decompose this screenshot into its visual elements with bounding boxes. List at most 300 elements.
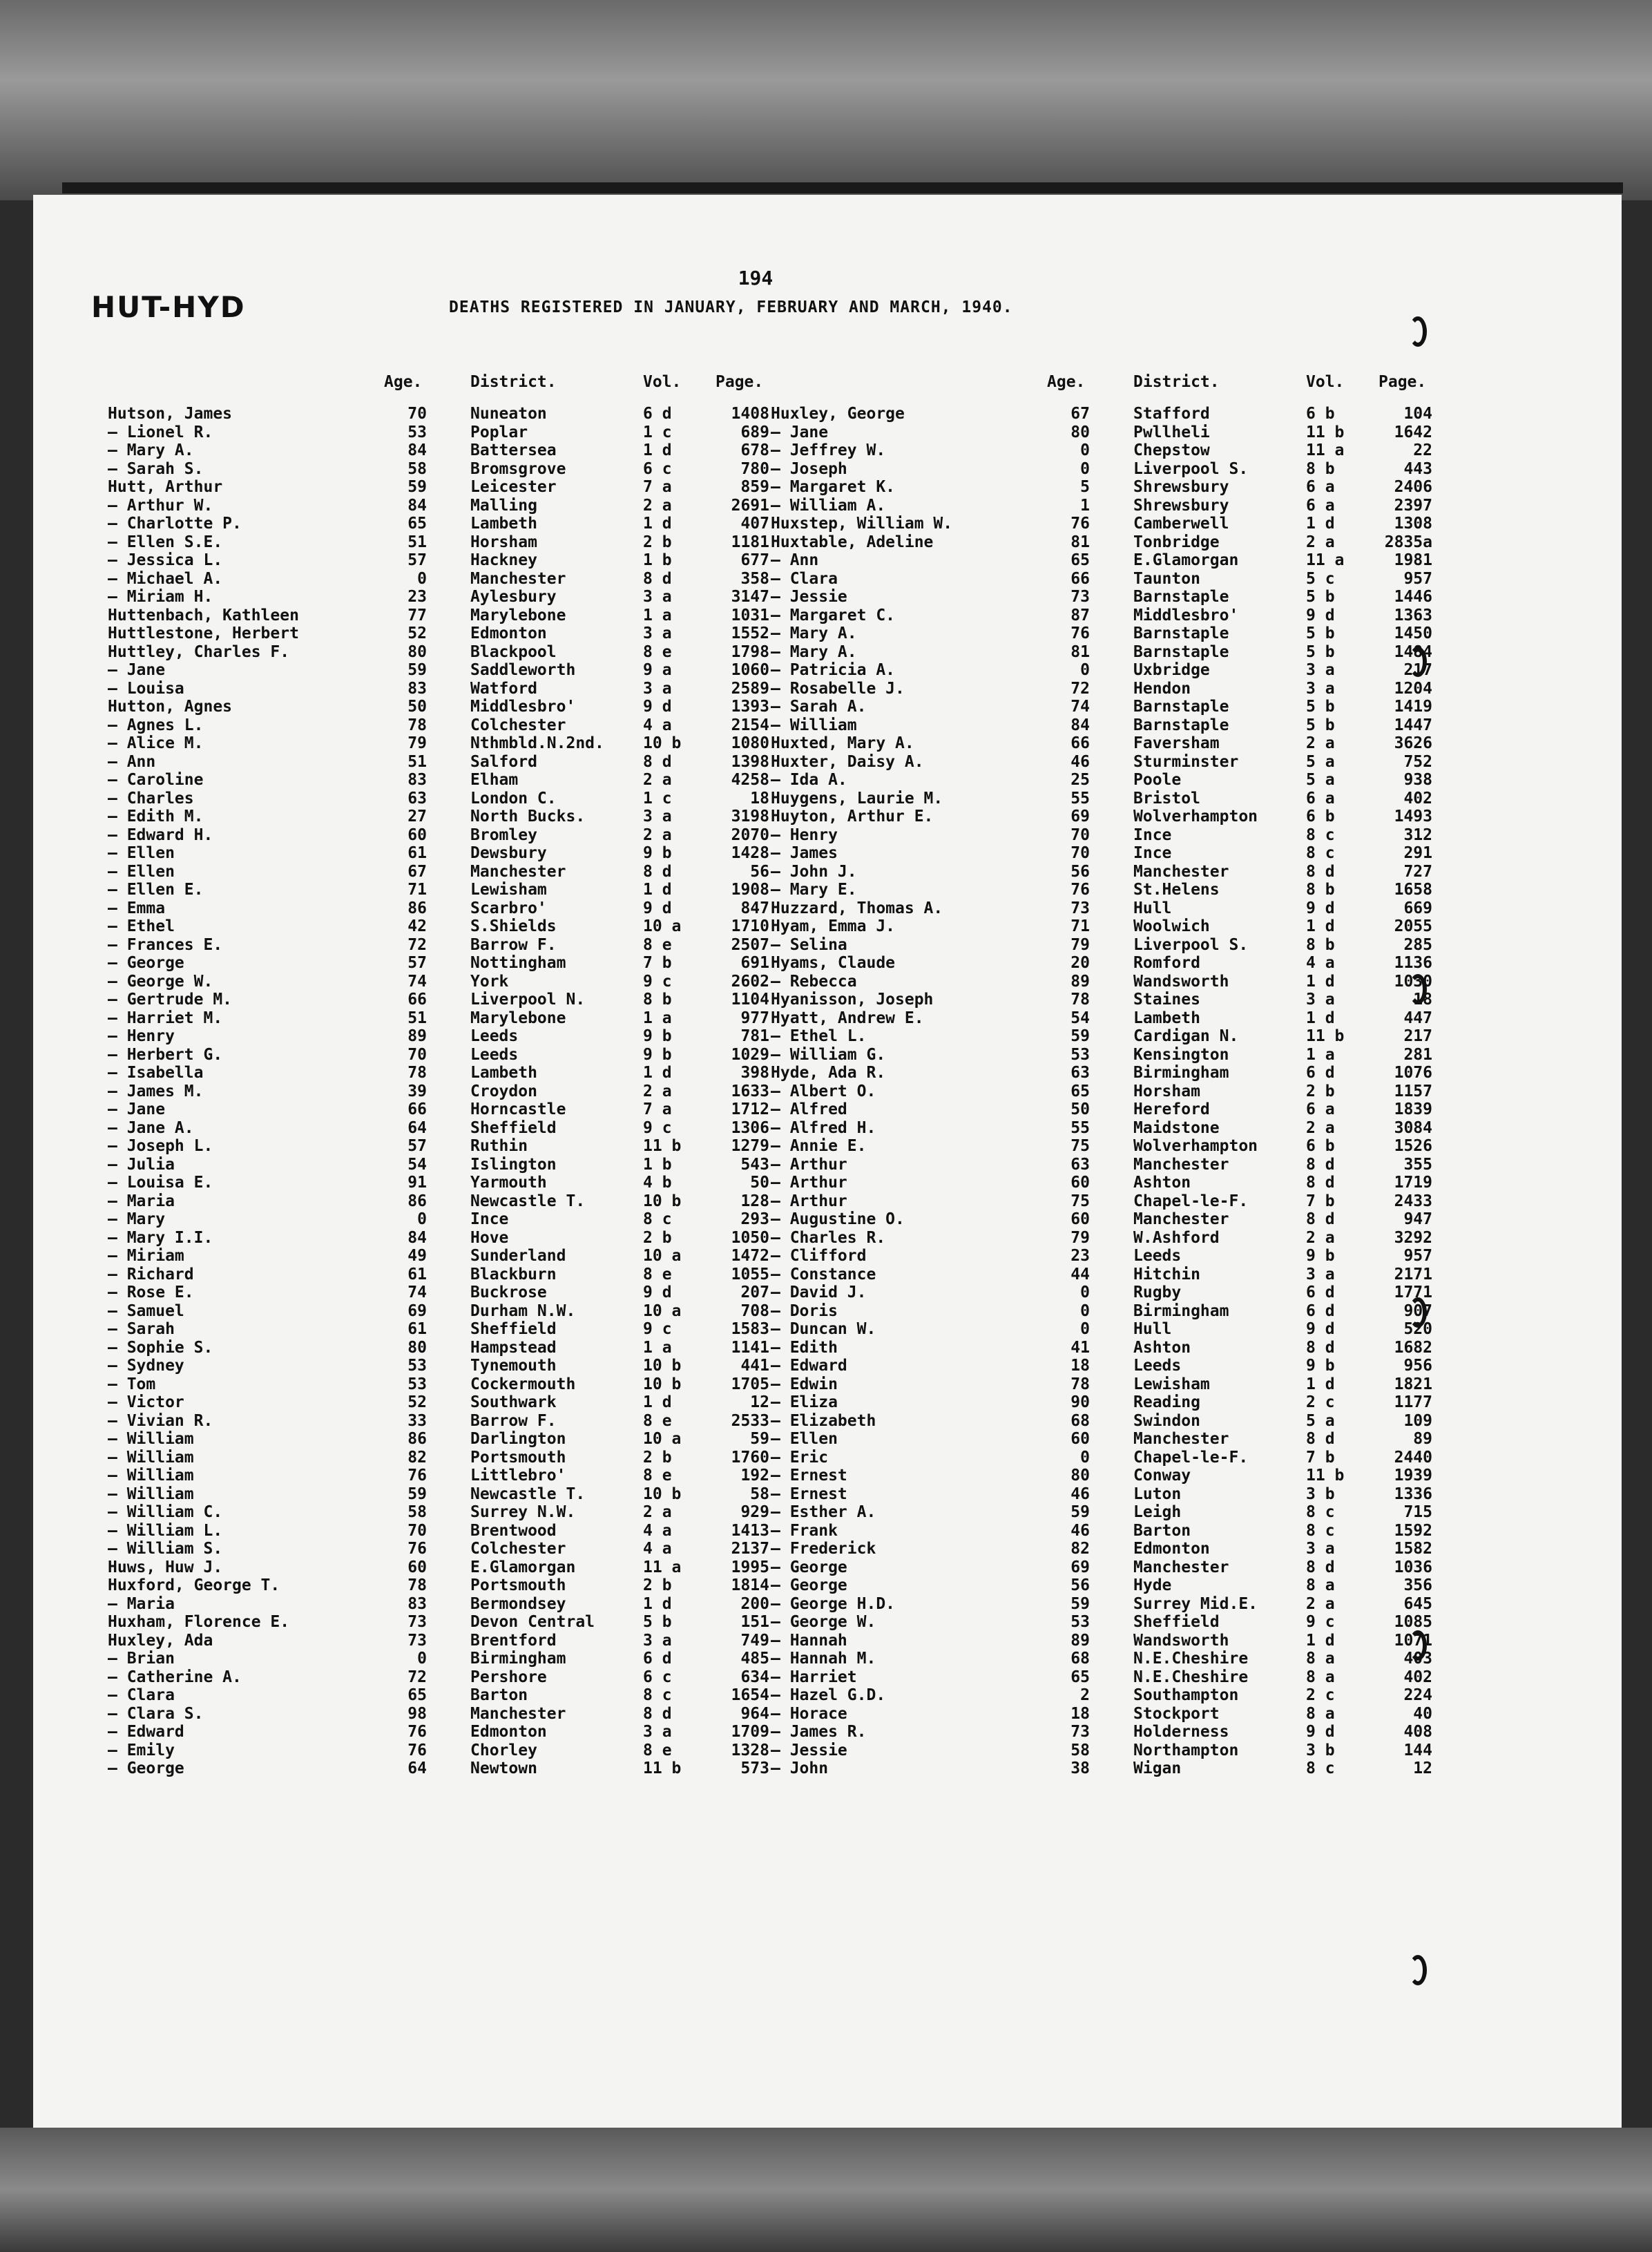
page-number: 194 (738, 267, 774, 289)
table-row (771, 1759, 1503, 1778)
entry-age: 80 (407, 1338, 427, 1357)
table-row (108, 533, 840, 552)
entry-age: 60 (1070, 1210, 1090, 1228)
entry-name: — Alfred H. (771, 1118, 876, 1137)
entry-age: 53 (1070, 1045, 1090, 1064)
entry-page: 715 (1403, 1503, 1432, 1521)
entry-page: 1939 (1394, 1467, 1432, 1485)
entry-district: Horsham (470, 533, 537, 551)
entry-district: Stafford (1133, 405, 1210, 423)
entry-age: 0 (1080, 661, 1090, 679)
entry-page: 443 (1403, 459, 1432, 478)
entry-page: 402 (1403, 1668, 1432, 1686)
entry-district: Marylebone (470, 1009, 566, 1027)
entry-age: 23 (407, 588, 427, 606)
table-row (108, 808, 840, 826)
entry-volume: 1 d (643, 1393, 672, 1411)
table-row (771, 1210, 1503, 1229)
entry-age: 20 (1070, 954, 1090, 972)
entry-name: — William S. (108, 1540, 223, 1558)
entry-volume: 6 d (1306, 1064, 1335, 1082)
entry-district: St.Helens (1133, 881, 1220, 899)
entry-age: 52 (407, 1393, 427, 1411)
entry-district: Ashton (1133, 1174, 1191, 1192)
entry-age: 53 (1070, 1613, 1090, 1631)
entry-district: Chorley (470, 1741, 537, 1759)
entry-name: — Maria (108, 1594, 175, 1613)
entry-volume: 9 c (643, 1118, 672, 1137)
entry-district: Manchester (1133, 862, 1229, 881)
entry-page: 217 (1403, 1027, 1432, 1045)
entry-age: 60 (1070, 1430, 1090, 1448)
entry-page: 1995 (731, 1558, 769, 1576)
entry-volume: 6 a (1306, 1100, 1335, 1118)
entry-volume: 9 d (643, 1284, 672, 1301)
entry-page: 200 (740, 1594, 769, 1613)
entry-page: 1080 (731, 734, 769, 752)
column-headers (771, 373, 1503, 405)
entry-age: 18 (1070, 1704, 1090, 1723)
entry-age: 33 (407, 1411, 427, 1430)
entry-district: S.Shields (470, 917, 557, 935)
entry-name: — Albert O. (771, 1082, 876, 1100)
entry-district: Hove (470, 1228, 509, 1247)
entry-volume: 3 b (1306, 1485, 1335, 1503)
top-rule (62, 182, 1623, 193)
entry-name: — James M. (108, 1082, 204, 1100)
entry-volume: 6 d (643, 405, 672, 423)
entry-age: 0 (1080, 1284, 1090, 1301)
entry-volume: 4 b (643, 1174, 672, 1192)
entry-district: Hull (1133, 899, 1172, 917)
entry-volume: 8 e (643, 935, 672, 954)
table-row (771, 551, 1503, 570)
table-row (771, 753, 1503, 772)
entry-age: 74 (407, 1284, 427, 1301)
table-row (771, 1357, 1503, 1375)
entry-volume: 2 a (643, 771, 672, 789)
table-row (771, 1266, 1503, 1284)
entry-district: Malling (470, 496, 537, 515)
entry-volume: 9 d (1306, 1320, 1335, 1338)
entry-district: Wolverhampton (1133, 808, 1258, 826)
entry-page: 2055 (1394, 917, 1432, 935)
entry-page: 1413 (731, 1521, 769, 1540)
entry-page: 780 (740, 459, 769, 478)
entry-volume: 1 d (1306, 1009, 1335, 1027)
entry-district: Wandsworth (1133, 1631, 1229, 1650)
entry-volume: 1 d (643, 441, 672, 459)
entry-district: Holderness (1133, 1723, 1229, 1741)
entry-page: 485 (740, 1650, 769, 1668)
entry-age: 58 (407, 459, 427, 478)
entry-name: — Ellen S.E. (108, 533, 223, 551)
entry-volume: 1 c (643, 423, 672, 441)
entry-age: 67 (407, 862, 427, 881)
entry-name: — Emily (108, 1741, 175, 1759)
entry-age: 89 (407, 1027, 427, 1045)
entry-volume: 10 a (643, 1430, 682, 1448)
entry-page: 281 (1403, 1045, 1432, 1064)
table-row (108, 1742, 840, 1760)
table-row (771, 570, 1503, 589)
table-row (771, 1467, 1503, 1485)
entry-page: 217 (1403, 661, 1432, 679)
table-row (771, 460, 1503, 479)
entry-name: — Eric (771, 1448, 829, 1467)
entry-district: Edmonton (470, 624, 547, 642)
entry-volume: 2 a (643, 1082, 672, 1100)
entry-district: Manchester (1133, 1210, 1229, 1228)
entry-district: Barnstaple (1133, 698, 1229, 716)
entry-volume: 2 a (1306, 1118, 1335, 1137)
entry-page: 356 (1403, 1576, 1432, 1594)
entry-district: London C. (470, 789, 557, 808)
entry-page: 58 (750, 1485, 769, 1503)
entry-district: Newcastle T. (470, 1485, 586, 1503)
entry-page: 358 (740, 569, 769, 588)
table-row (771, 1576, 1503, 1595)
entry-district: Sheffield (1133, 1613, 1220, 1631)
entry-volume: 7 b (643, 954, 672, 972)
table-row (108, 1247, 840, 1266)
entry-volume: 9 c (643, 1320, 672, 1338)
entry-district: Edmonton (1133, 1540, 1210, 1558)
entry-name: — Ellen E. (108, 881, 204, 899)
entry-name: Huttenbach, Kathleen (108, 606, 299, 624)
entry-age: 54 (407, 1155, 427, 1174)
table-row (108, 973, 840, 991)
table-row (108, 1503, 840, 1522)
entry-volume: 2 c (1306, 1393, 1335, 1411)
entry-page: 407 (740, 515, 769, 533)
entry-page: 1398 (731, 752, 769, 771)
entry-district: E.Glamorgan (1133, 551, 1239, 569)
entry-page: 1798 (731, 642, 769, 661)
entry-district: Devon Central (470, 1613, 595, 1631)
entry-district: N.E.Cheshire (1133, 1650, 1249, 1668)
table-row (771, 1192, 1503, 1211)
page-title: DEATHS REGISTERED IN JANUARY, FEBRUARY AND MARCH, 1940. (449, 298, 1013, 316)
entry-district: Barrow F. (470, 935, 557, 954)
entry-name: — Richard (108, 1265, 194, 1284)
entry-district: Sheffield (470, 1118, 557, 1137)
entry-age: 79 (1070, 1228, 1090, 1247)
entry-volume: 3 a (1306, 1265, 1335, 1284)
entry-age: 80 (1070, 1467, 1090, 1485)
entry-name: Hyam, Emma J. (771, 917, 896, 935)
entry-district: Lambeth (1133, 1009, 1200, 1027)
entry-district: Staines (1133, 991, 1200, 1009)
entry-volume: 8 c (1306, 826, 1335, 844)
table-row (771, 1650, 1503, 1668)
entry-name: — Alice M. (108, 734, 204, 752)
table-row (108, 478, 840, 497)
entry-name: — Arthur (771, 1174, 847, 1192)
age-header: Age. (384, 373, 423, 391)
entry-volume: 6 a (1306, 478, 1335, 496)
entry-name: — Jessie (771, 1741, 847, 1759)
entry-age: 64 (407, 1759, 427, 1777)
entry-page: 1036 (1394, 1558, 1432, 1576)
entry-name: — Brian (108, 1650, 175, 1668)
entry-age: 18 (1070, 1357, 1090, 1375)
entry-name: — Jane (108, 1100, 166, 1118)
entry-district: Uxbridge (1133, 661, 1210, 679)
entry-volume: 3 a (643, 1631, 672, 1650)
entry-page: 1085 (1394, 1613, 1432, 1631)
entry-volume: 5 a (1306, 752, 1335, 771)
entry-volume: 8 d (1306, 1338, 1335, 1357)
entry-age: 51 (407, 752, 427, 771)
entry-district: Sheffield (470, 1320, 557, 1338)
entry-district: Blackpool (470, 642, 557, 661)
entry-age: 53 (407, 1357, 427, 1375)
table-row (108, 423, 840, 442)
entry-name: — Sydney (108, 1357, 184, 1375)
entry-name: — George (771, 1576, 847, 1594)
entry-page: 128 (740, 1192, 769, 1210)
entry-age: 75 (1070, 1137, 1090, 1155)
entry-name: — Edward H. (108, 826, 213, 844)
entry-volume: 3 a (1306, 661, 1335, 679)
entry-page: 543 (740, 1155, 769, 1174)
entry-page: 1363 (1394, 606, 1432, 624)
entry-page: 1030 (1394, 972, 1432, 991)
entry-district: Hull (1133, 1320, 1172, 1338)
entry-volume: 6 b (1306, 1137, 1335, 1155)
entry-age: 39 (407, 1082, 427, 1100)
entry-age: 70 (1070, 826, 1090, 844)
entry-name: — Edith M. (108, 808, 204, 826)
entry-age: 76 (407, 1723, 427, 1741)
entry-district: Blackburn (470, 1265, 557, 1284)
entry-page: 291 (1403, 844, 1432, 862)
district-header: District. (470, 373, 557, 391)
entry-district: Birmingham (470, 1650, 566, 1668)
table-row (108, 1650, 840, 1668)
entry-name: — Henry (108, 1027, 175, 1045)
entry-volume: 3 a (643, 808, 672, 826)
entry-district: Surrey N.W. (470, 1503, 576, 1521)
entry-district: Romford (1133, 954, 1200, 972)
entry-page: 3626 (1394, 734, 1432, 752)
entry-volume: 9 d (643, 698, 672, 716)
entry-district: Nthmbld.N.2nd. (470, 734, 604, 752)
entry-name: Hyatt, Andrew E. (771, 1009, 924, 1027)
entry-age: 89 (1070, 1631, 1090, 1650)
table-row (771, 1339, 1503, 1357)
entry-volume: 8 d (643, 1704, 672, 1723)
table-row (108, 881, 840, 899)
entry-age: 55 (1070, 789, 1090, 808)
entry-district: Middlesbro' (470, 698, 576, 716)
table-row (771, 624, 1503, 643)
table-row (108, 698, 840, 716)
entry-district: Stockport (1133, 1704, 1220, 1723)
table-row (771, 1632, 1503, 1650)
table-row (108, 1027, 840, 1046)
entry-page: 1446 (1394, 588, 1432, 606)
table-row (108, 1632, 840, 1650)
table-row (108, 1705, 840, 1724)
entry-district: Ince (1133, 826, 1172, 844)
entry-district: Chepstow (1133, 441, 1210, 459)
entry-age: 65 (1070, 551, 1090, 569)
entry-district: Salford (470, 752, 537, 771)
entry-volume: 1 b (643, 551, 672, 569)
entry-page: 192 (740, 1467, 769, 1485)
table-row (771, 991, 1503, 1009)
entry-page: 1705 (731, 1375, 769, 1393)
entry-name: — Ann (108, 752, 156, 771)
age-header: Age. (1047, 373, 1086, 391)
table-row (771, 1686, 1503, 1705)
entry-district: Middlesbro' (1133, 606, 1239, 624)
entry-age: 84 (1070, 716, 1090, 734)
entry-age: 68 (1070, 1650, 1090, 1668)
entry-page: 727 (1403, 862, 1432, 881)
entry-name: Huxter, Daisy A. (771, 752, 924, 771)
table-row (771, 1613, 1503, 1632)
entry-page: 1633 (731, 1082, 769, 1100)
entry-volume: 5 b (1306, 716, 1335, 734)
table-row (771, 1046, 1503, 1065)
entry-volume: 10 b (643, 734, 682, 752)
entry-age: 84 (407, 1228, 427, 1247)
table-row (108, 1430, 840, 1449)
entry-page: 109 (1403, 1411, 1432, 1430)
table-row (108, 1759, 840, 1778)
table-row (771, 716, 1503, 735)
entry-page: 224 (1403, 1686, 1432, 1704)
entry-volume: 7 a (643, 478, 672, 496)
entry-volume: 3 a (643, 624, 672, 642)
entry-volume: 6 d (1306, 1284, 1335, 1301)
entry-volume: 9 c (643, 972, 672, 991)
entry-age: 65 (407, 1686, 427, 1704)
table-row (771, 588, 1503, 607)
entry-name: — John (771, 1759, 829, 1777)
entry-page: 50 (750, 1174, 769, 1192)
entry-name: — Jessica L. (108, 551, 223, 569)
table-row (108, 624, 840, 643)
entry-page: 634 (740, 1668, 769, 1686)
table-row (108, 1558, 840, 1577)
entry-age: 23 (1070, 1247, 1090, 1265)
entry-volume: 11 a (643, 1558, 682, 1576)
entry-page: 1136 (1394, 954, 1432, 972)
entry-age: 84 (407, 441, 427, 459)
entry-volume: 8 b (1306, 881, 1335, 899)
entry-name: — Hazel G.D. (771, 1686, 886, 1704)
table-row (771, 1742, 1503, 1760)
entry-volume: 8 a (1306, 1704, 1335, 1723)
entry-page: 1719 (1394, 1174, 1432, 1192)
entry-volume: 3 a (1306, 991, 1335, 1009)
entry-volume: 1 d (1306, 972, 1335, 991)
table-row (108, 954, 840, 973)
entry-district: Portsmouth (470, 1576, 566, 1594)
table-row (771, 423, 1503, 442)
entry-district: Tynemouth (470, 1357, 557, 1375)
entry-volume: 1 d (643, 1594, 672, 1613)
entry-age: 49 (407, 1247, 427, 1265)
entry-page: 2154 (731, 716, 769, 734)
entry-volume: 10 a (643, 1247, 682, 1265)
entry-district: Durham N.W. (470, 1301, 576, 1320)
entry-volume: 9 d (1306, 1723, 1335, 1741)
entry-district: Ince (470, 1210, 509, 1228)
entry-name: — Eliza (771, 1393, 838, 1411)
entry-name: — Horace (771, 1704, 847, 1723)
entry-page: 2691 (731, 496, 769, 515)
entry-age: 69 (1070, 1558, 1090, 1576)
entry-age: 98 (407, 1704, 427, 1723)
entry-volume: 8 c (643, 1210, 672, 1228)
entry-age: 52 (407, 624, 427, 642)
entry-age: 91 (407, 1174, 427, 1192)
entry-age: 42 (407, 917, 427, 935)
table-row (108, 826, 840, 845)
entry-name: — James (771, 844, 838, 862)
entry-page: 749 (740, 1631, 769, 1650)
entry-page: 3084 (1394, 1118, 1432, 1137)
entry-name: — Emma (108, 899, 166, 917)
entry-name: — Augustine O. (771, 1210, 905, 1228)
entry-page: 977 (740, 1009, 769, 1027)
entry-page: 677 (740, 551, 769, 569)
table-row (771, 1412, 1503, 1431)
entry-district: Nuneaton (470, 405, 547, 423)
entry-volume: 9 b (1306, 1357, 1335, 1375)
entry-volume: 2 b (1306, 1082, 1335, 1100)
entry-volume: 8 e (643, 1265, 672, 1284)
entry-age: 73 (1070, 588, 1090, 606)
table-row (108, 1595, 840, 1614)
entry-district: Battersea (470, 441, 557, 459)
entry-name: Huttley, Charles F. (108, 642, 290, 661)
entry-age: 44 (1070, 1265, 1090, 1284)
entry-page: 402 (1403, 789, 1432, 808)
entry-age: 61 (407, 844, 427, 862)
entry-age: 79 (407, 734, 427, 752)
entry-volume: 3 a (643, 1723, 672, 1741)
entry-name: Hutton, Agnes (108, 698, 233, 716)
entry-age: 81 (1070, 642, 1090, 661)
table-row (771, 826, 1503, 845)
entry-district: Southampton (1133, 1686, 1239, 1704)
entry-age: 59 (407, 661, 427, 679)
entry-age: 76 (407, 1741, 427, 1759)
entry-name: — Miriam (108, 1247, 184, 1265)
entry-volume: 3 a (643, 588, 672, 606)
entry-district: Wigan (1133, 1759, 1182, 1777)
entry-district: Wolverhampton (1133, 1137, 1258, 1155)
entry-page: 1076 (1394, 1064, 1432, 1082)
table-row (771, 1119, 1503, 1138)
entry-volume: 11 b (643, 1759, 682, 1777)
table-row (771, 680, 1503, 698)
entry-name: Huttlestone, Herbert (108, 624, 299, 642)
entry-name: — Herbert G. (108, 1045, 223, 1064)
entry-page: 40 (1413, 1704, 1432, 1723)
table-row (108, 1357, 840, 1375)
entry-name: — Edward (771, 1357, 847, 1375)
entry-district: Liverpool S. (1133, 459, 1249, 478)
table-row (108, 680, 840, 698)
entry-page: 678 (740, 441, 769, 459)
